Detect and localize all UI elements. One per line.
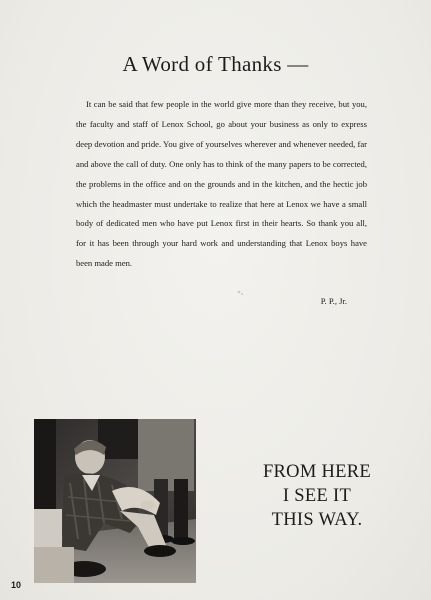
caption-line-2: I SEE IT xyxy=(282,486,352,506)
signature: P. P., Jr. xyxy=(320,296,347,306)
photo-caption xyxy=(242,460,392,532)
caption-line-1: FROM HERE xyxy=(262,462,372,482)
page-title: A Word of Thanks — xyxy=(122,52,309,76)
caption-line-3: THIS WAY. xyxy=(271,510,363,530)
page-number: 10 xyxy=(11,580,22,590)
photo-image xyxy=(34,419,196,583)
paper-speck xyxy=(236,288,246,298)
student-photo xyxy=(34,419,196,583)
thanks-paragraph: It can be said that few people in the world give more than they receive, but you, the faculty and staff of Lenox School, go about your business as only to express deep devotion and pride. You give of yourselves wherever and whenever needed, far and above the call of duty. One only has to think of the many papers to be corrected, the problems in the office and on the grounds and in the kitchen, and the hectic job which the headmaster must undertake to realize that here at Lenox we have a small body of dedicated men who have put Lenox first in their hearts. So thank you all, for it has been through your hard work and understanding that Lenox boys have been made men. xyxy=(76,99,367,269)
